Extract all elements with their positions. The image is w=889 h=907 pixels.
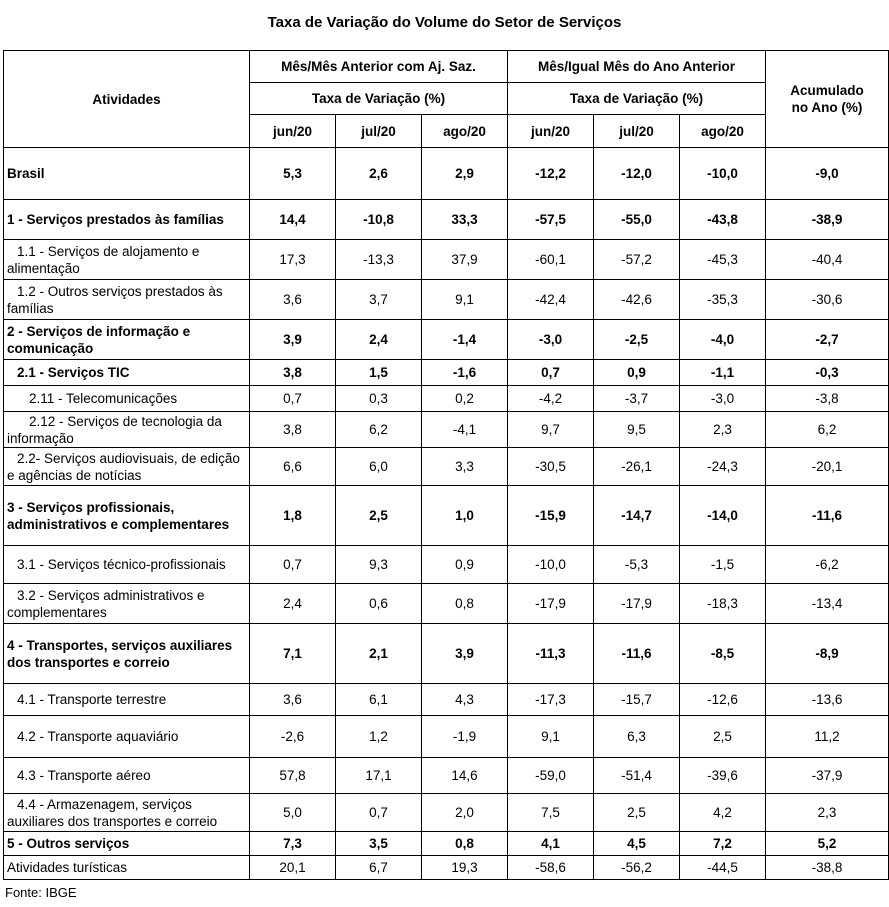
value-cell: -3,8	[766, 386, 889, 412]
value-cell: 14,6	[422, 758, 508, 794]
activity-label: 2.11 - Telecomunicações	[4, 386, 250, 412]
value-cell: 33,3	[422, 200, 508, 240]
value-cell: 9,1	[508, 716, 594, 758]
value-cell: -13,3	[336, 240, 422, 280]
table-row	[4, 832, 889, 856]
header-accum-line2: no Ano (%)	[791, 100, 863, 115]
value-cell: -30,5	[508, 448, 594, 486]
value-cell: -6,2	[766, 546, 889, 584]
value-cell: -51,4	[594, 758, 680, 794]
value-cell: 4,5	[594, 832, 680, 856]
value-cell: -11,6	[594, 624, 680, 684]
value-cell: 19,3	[422, 856, 508, 880]
value-cell: 9,3	[336, 546, 422, 584]
value-cell: 2,5	[680, 716, 766, 758]
value-cell: 17,1	[336, 758, 422, 794]
value-cell: -4,0	[680, 320, 766, 360]
activity-label: 2.1 - Serviços TIC	[4, 360, 250, 386]
activity-label: 4.2 - Transporte aquaviário	[4, 716, 250, 758]
value-cell: -1,5	[680, 546, 766, 584]
value-cell: -17,9	[594, 584, 680, 624]
value-cell: -8,5	[680, 624, 766, 684]
value-cell: 5,2	[766, 832, 889, 856]
value-cell: 2,5	[336, 486, 422, 546]
value-cell: -59,0	[508, 758, 594, 794]
source-note: Fonte: IBGE	[5, 885, 77, 900]
value-cell: 2,5	[594, 794, 680, 832]
activity-label: 3.2 - Serviços administrativos e complementares	[4, 584, 250, 624]
value-cell: -13,4	[766, 584, 889, 624]
value-cell: 2,4	[250, 584, 336, 624]
value-cell: -35,3	[680, 280, 766, 320]
header-month: jul/20	[336, 115, 422, 148]
value-cell: 0,7	[508, 360, 594, 386]
value-cell: -44,5	[680, 856, 766, 880]
value-cell: 0,7	[250, 546, 336, 584]
value-cell: 1,0	[422, 486, 508, 546]
table-row	[4, 320, 889, 360]
value-cell: 9,7	[508, 412, 594, 448]
value-cell: -4,1	[422, 412, 508, 448]
activity-label: 4.3 - Transporte aéreo	[4, 758, 250, 794]
value-cell: -39,6	[680, 758, 766, 794]
value-cell: -3,0	[680, 386, 766, 412]
value-cell: 3,6	[250, 684, 336, 716]
value-cell: -15,7	[594, 684, 680, 716]
value-cell: 57,8	[250, 758, 336, 794]
value-cell: -24,3	[680, 448, 766, 486]
value-cell: 0,9	[422, 546, 508, 584]
value-cell: -17,9	[508, 584, 594, 624]
value-cell: 9,1	[422, 280, 508, 320]
activity-label: 5 - Outros serviços	[4, 832, 250, 856]
value-cell: 17,3	[250, 240, 336, 280]
value-cell: 1,2	[336, 716, 422, 758]
table-body	[4, 148, 889, 880]
value-cell: 7,1	[250, 624, 336, 684]
value-cell: 2,1	[336, 624, 422, 684]
value-cell: -38,9	[766, 200, 889, 240]
value-cell: -58,6	[508, 856, 594, 880]
table-row	[4, 624, 889, 684]
header-group2-line2: Taxa de Variação (%)	[508, 83, 766, 115]
activity-label: 2.12 - Serviços de tecnologia da informação	[4, 412, 250, 448]
value-cell: -20,1	[766, 448, 889, 486]
value-cell: -9,0	[766, 148, 889, 200]
value-cell: 5,0	[250, 794, 336, 832]
value-cell: -2,6	[250, 716, 336, 758]
table-row	[4, 546, 889, 584]
value-cell: -42,4	[508, 280, 594, 320]
header-month: ago/20	[680, 115, 766, 148]
value-cell: -1,6	[422, 360, 508, 386]
value-cell: 0,2	[422, 386, 508, 412]
activity-label: 2 - Serviços de informação e comunicação	[4, 320, 250, 360]
value-cell: -3,7	[594, 386, 680, 412]
value-cell: 7,5	[508, 794, 594, 832]
value-cell: -0,3	[766, 360, 889, 386]
value-cell: 0,3	[336, 386, 422, 412]
table-row	[4, 758, 889, 794]
header-month: ago/20	[422, 115, 508, 148]
value-cell: -5,3	[594, 546, 680, 584]
value-cell: 0,7	[250, 386, 336, 412]
value-cell: -18,3	[680, 584, 766, 624]
value-cell: -12,2	[508, 148, 594, 200]
activity-label: 1.1 - Serviços de alojamento e alimentação	[4, 240, 250, 280]
value-cell: -12,6	[680, 684, 766, 716]
table-row	[4, 486, 889, 546]
activity-label: Atividades turísticas	[4, 856, 250, 880]
value-cell: -11,3	[508, 624, 594, 684]
value-cell: -10,8	[336, 200, 422, 240]
table-row	[4, 360, 889, 386]
value-cell: 4,3	[422, 684, 508, 716]
table-row	[4, 148, 889, 200]
value-cell: 1,8	[250, 486, 336, 546]
value-cell: 37,9	[422, 240, 508, 280]
header-group1-line1: Mês/Mês Anterior com Aj. Saz.	[250, 51, 508, 83]
activity-label: Brasil	[4, 148, 250, 200]
value-cell: -38,8	[766, 856, 889, 880]
value-cell: 11,2	[766, 716, 889, 758]
value-cell: 6,2	[766, 412, 889, 448]
value-cell: -10,0	[680, 148, 766, 200]
value-cell: 2,3	[766, 794, 889, 832]
value-cell: 3,9	[250, 320, 336, 360]
value-cell: -15,9	[508, 486, 594, 546]
value-cell: -1,9	[422, 716, 508, 758]
table-row	[4, 584, 889, 624]
value-cell: -10,0	[508, 546, 594, 584]
activity-label: 1 - Serviços prestados às famílias	[4, 200, 250, 240]
value-cell: 6,7	[336, 856, 422, 880]
services-volume-table	[3, 50, 889, 880]
header-month: jul/20	[594, 115, 680, 148]
value-cell: 2,0	[422, 794, 508, 832]
table-row	[4, 280, 889, 320]
value-cell: -14,7	[594, 486, 680, 546]
value-cell: 3,6	[250, 280, 336, 320]
value-cell: -42,6	[594, 280, 680, 320]
value-cell: -43,8	[680, 200, 766, 240]
header-group1-line2: Taxa de Variação (%)	[250, 83, 508, 115]
table-row	[4, 412, 889, 448]
table-row	[4, 856, 889, 880]
value-cell: 5,3	[250, 148, 336, 200]
value-cell: 6,0	[336, 448, 422, 486]
value-cell: 7,2	[680, 832, 766, 856]
value-cell: -14,0	[680, 486, 766, 546]
value-cell: 6,2	[336, 412, 422, 448]
table-row	[4, 240, 889, 280]
value-cell: -1,4	[422, 320, 508, 360]
value-cell: -57,5	[508, 200, 594, 240]
value-cell: -12,0	[594, 148, 680, 200]
value-cell: 3,8	[250, 412, 336, 448]
value-cell: 0,7	[336, 794, 422, 832]
value-cell: -8,9	[766, 624, 889, 684]
value-cell: -56,2	[594, 856, 680, 880]
activity-label: 4.4 - Armazenagem, serviços auxiliares dos transportes e correio	[4, 794, 250, 832]
table-row	[4, 716, 889, 758]
table-row	[4, 684, 889, 716]
value-cell: 6,6	[250, 448, 336, 486]
header-activities: Atividades	[4, 51, 250, 148]
header-accum-line1: Acumulado	[790, 83, 864, 98]
value-cell: 2,6	[336, 148, 422, 200]
activity-label: 4.1 - Transporte terrestre	[4, 684, 250, 716]
value-cell: -60,1	[508, 240, 594, 280]
value-cell: 2,9	[422, 148, 508, 200]
value-cell: 0,8	[422, 584, 508, 624]
value-cell: -55,0	[594, 200, 680, 240]
value-cell: -30,6	[766, 280, 889, 320]
table-row	[4, 386, 889, 412]
value-cell: -2,5	[594, 320, 680, 360]
value-cell: 0,8	[422, 832, 508, 856]
value-cell: -57,2	[594, 240, 680, 280]
value-cell: -17,3	[508, 684, 594, 716]
table-row	[4, 448, 889, 486]
table-title: Taxa de Variação do Volume do Setor de Serviços	[267, 14, 622, 31]
value-cell: 3,9	[422, 624, 508, 684]
value-cell: -37,9	[766, 758, 889, 794]
activity-label: 1.2 - Outros serviços prestados às famílias	[4, 280, 250, 320]
activity-label: 2.2- Serviços audiovisuais, de edição e agências de notícias	[4, 448, 250, 486]
value-cell: 6,1	[336, 684, 422, 716]
value-cell: 20,1	[250, 856, 336, 880]
table-row	[4, 200, 889, 240]
value-cell: 6,3	[594, 716, 680, 758]
value-cell: -13,6	[766, 684, 889, 716]
value-cell: 2,3	[680, 412, 766, 448]
table-row	[4, 794, 889, 832]
value-cell: 3,3	[422, 448, 508, 486]
value-cell: 14,4	[250, 200, 336, 240]
value-cell: -4,2	[508, 386, 594, 412]
value-cell: 9,5	[594, 412, 680, 448]
value-cell: 3,5	[336, 832, 422, 856]
value-cell: -3,0	[508, 320, 594, 360]
value-cell: -26,1	[594, 448, 680, 486]
value-cell: -1,1	[680, 360, 766, 386]
value-cell: 0,9	[594, 360, 680, 386]
header-accumulated	[766, 51, 889, 148]
activity-label: 3.1 - Serviços técnico-profissionais	[4, 546, 250, 584]
value-cell: -40,4	[766, 240, 889, 280]
value-cell: 3,7	[336, 280, 422, 320]
value-cell: 3,8	[250, 360, 336, 386]
value-cell: 2,4	[336, 320, 422, 360]
value-cell: 0,6	[336, 584, 422, 624]
header-month: jun/20	[250, 115, 336, 148]
header-group2-line1: Mês/Igual Mês do Ano Anterior	[508, 51, 766, 83]
value-cell: 4,2	[680, 794, 766, 832]
value-cell: 4,1	[508, 832, 594, 856]
value-cell: -2,7	[766, 320, 889, 360]
value-cell: -45,3	[680, 240, 766, 280]
value-cell: 7,3	[250, 832, 336, 856]
value-cell: 1,5	[336, 360, 422, 386]
activity-label: 3 - Serviços profissionais, administrativos e complementares	[4, 486, 250, 546]
activity-label: 4 - Transportes, serviços auxiliares dos transportes e correio	[4, 624, 250, 684]
value-cell: -11,6	[766, 486, 889, 546]
header-month: jun/20	[508, 115, 594, 148]
